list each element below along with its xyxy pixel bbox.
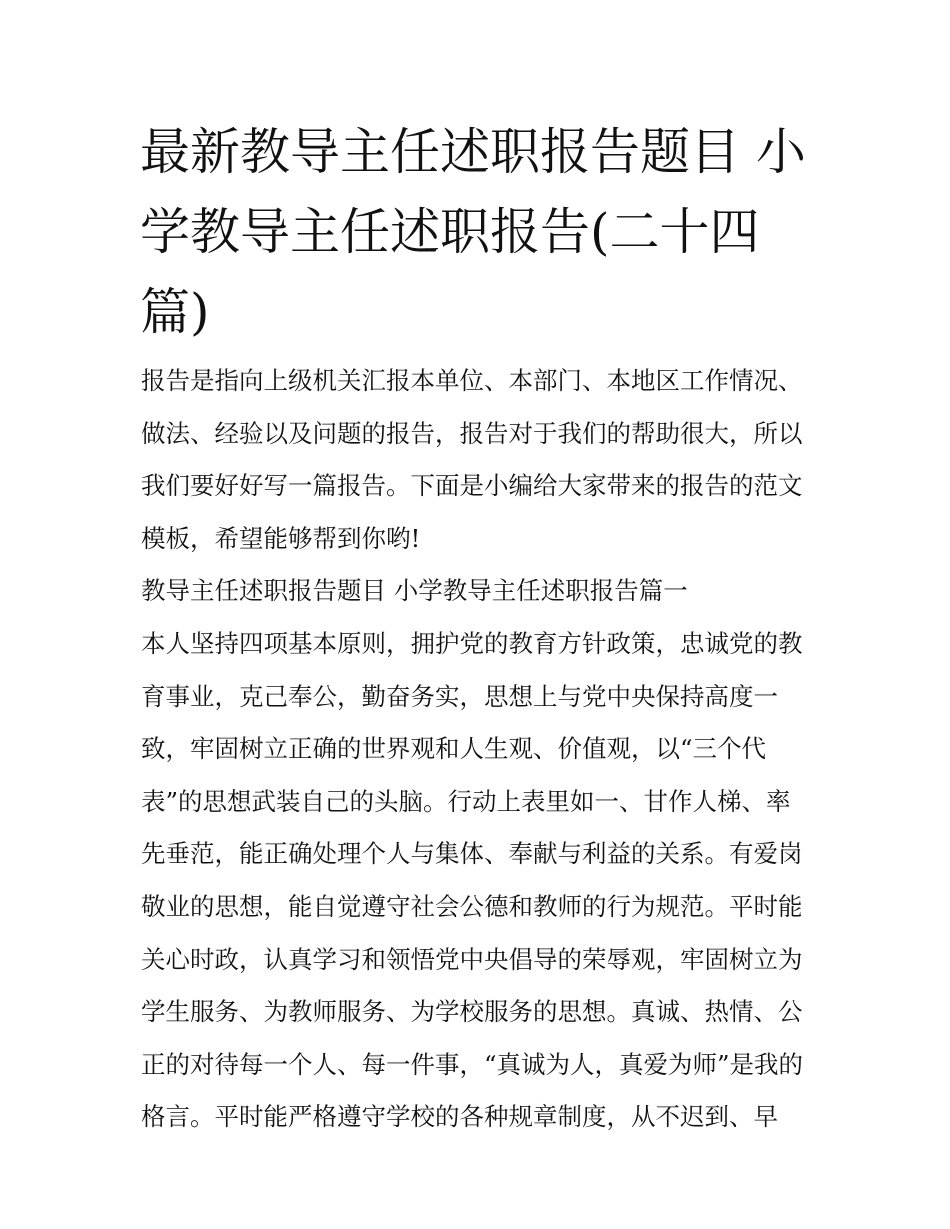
document-title: 最新教导主任述职报告题目 小学教导主任述职报告(二十四篇) <box>140 123 806 341</box>
body-line: 表”的思想武装自己的头脑。行动上表里如一、甘作人梯、率 <box>141 786 791 816</box>
body-line: 格言。平时能严格遵守学校的各种规章制度，从不迟到、早 <box>141 1102 778 1132</box>
document-body <box>141 355 813 1144</box>
body-line: 正的对待每一个人、每一件事，“真诚为人，真爱为师”是我的 <box>141 1049 804 1079</box>
body-line: 模板，希望能够帮到你哟! <box>141 523 421 553</box>
body-line: 先垂范，能正确处理个人与集体、奉献与利益的关系。有爱岗 <box>141 839 803 869</box>
body-line: 我们要好好写一篇报告。下面是小编给大家带来的报告的范文 <box>141 471 803 501</box>
body-line: 报告是指向上级机关汇报本单位、本部门、本地区工作情况、 <box>141 366 803 395</box>
body-line: 致，牢固树立正确的世界观和人生观、价值观，以“三个代 <box>141 734 767 764</box>
section-heading: 教导主任述职报告题目 小学教导主任述职报告篇一 <box>141 576 688 606</box>
body-line: 做法、经验以及问题的报告，报告对于我们的帮助很大，所以 <box>141 418 803 448</box>
body-line: 关心时政，认真学习和领悟党中央倡导的荣辱观，牢固树立为 <box>141 944 803 974</box>
body-line: 敬业的思想，能自觉遵守社会公德和教师的行为规范。平时能 <box>141 891 803 921</box>
body-line: 本人坚持四项基本原则，拥护党的教育方针政策，忠诚党的教 <box>141 628 803 658</box>
body-line: 学生服务、为教师服务、为学校服务的思想。真诚、热情、公 <box>141 997 803 1027</box>
body-line: 育事业，克己奉公，勤奋务实，思想上与党中央保持高度一 <box>141 681 778 711</box>
